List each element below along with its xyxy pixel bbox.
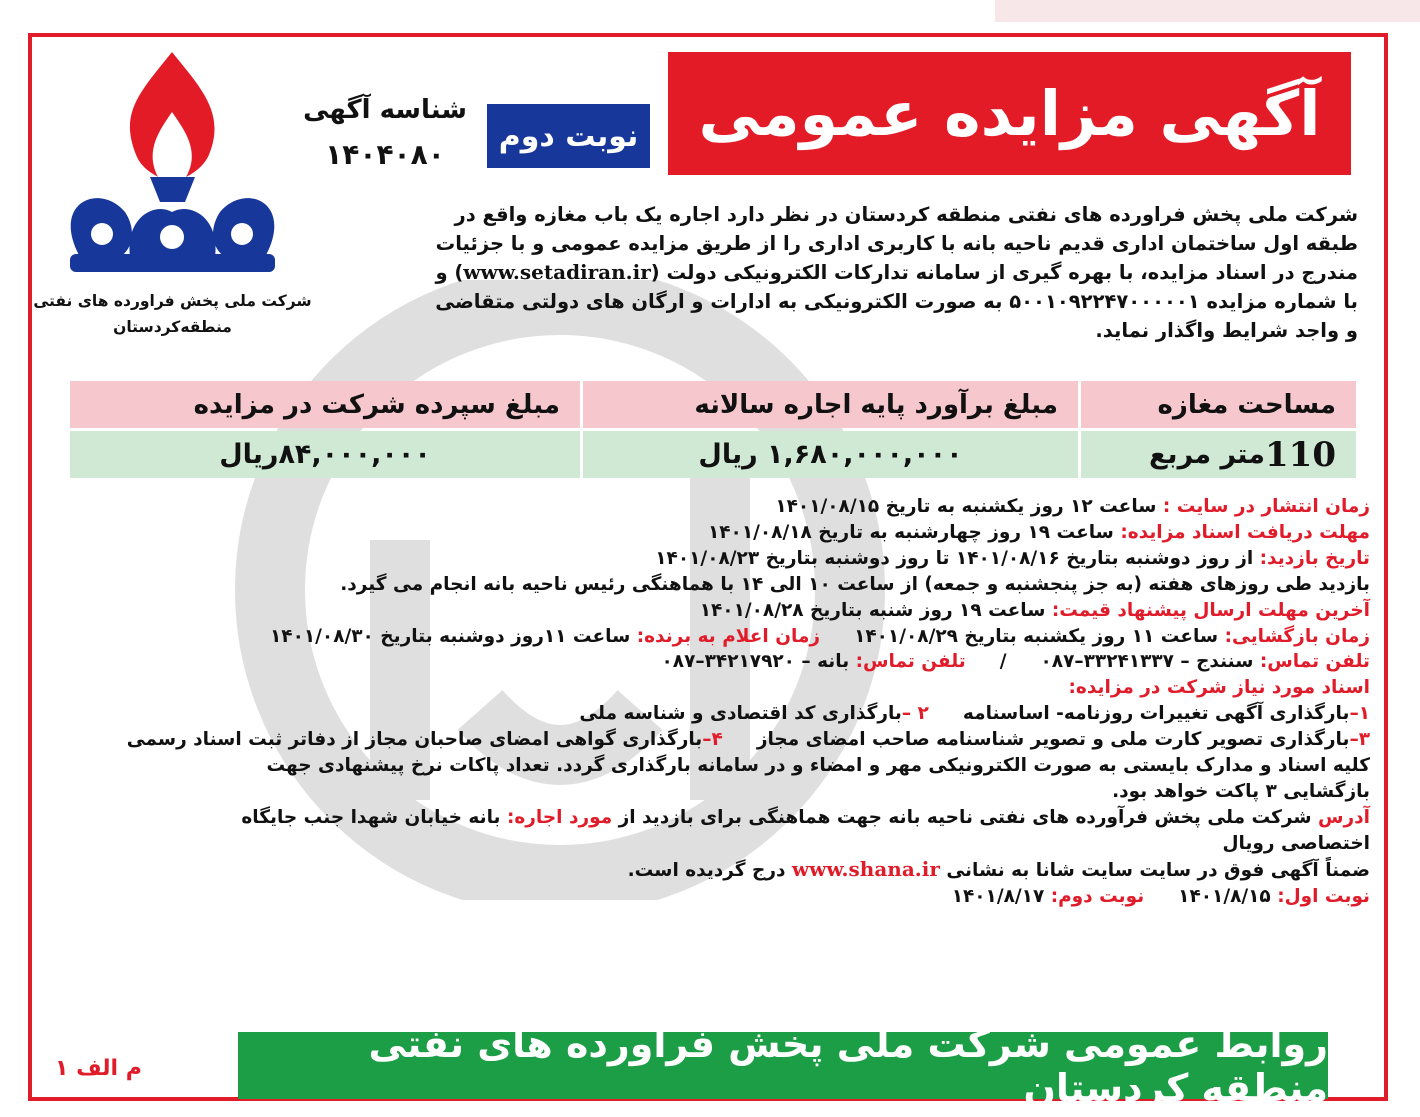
setadiran-link[interactable]: www.setadiran.ir (463, 260, 651, 284)
round1-value: ۱۴۰۱/۸/۱۵ (1178, 885, 1271, 907)
winner-label: زمان اعلام به برنده: (636, 625, 821, 647)
item2-number: ۲ – (901, 703, 929, 725)
address-label: آدرس (1317, 806, 1370, 828)
footer-banner: روابط عمومی شرکت ملی پخش فرآورده های نفتی منطقه کردستان (238, 1032, 1328, 1099)
docs-deadline-label: مهلت دریافت اسناد مزایده: (1120, 521, 1370, 543)
detail-visit-note: بازدید طی روزهای هفته (به جز پنجشنبه و جمعه) از ساعت ۱۰ الی ۱۴ با هماهنگی رئیس ناحیه بانه انجام می گیرد. (340, 573, 1370, 595)
visit-value: از روز دوشنبه بتاریخ ۱۴۰۱/۰۸/۱۶ تا روز دوشنبه بتاریخ ۱۴۰۱/۰۸/۲۳ (655, 547, 1254, 569)
intro-paragraph (318, 200, 1358, 345)
phone-label: تلفن تماس: (1259, 651, 1370, 673)
address-line (40, 805, 1370, 831)
item2-text: بارگذاری کد اقتصادی و شناسه ملی (579, 703, 902, 725)
item4-text: بارگذاری گواهی امضای صاحبان مجاز از دفاتر ثبت اسناد رسمی (126, 729, 703, 751)
item1-number: ۱– (1349, 703, 1370, 725)
round2-value: ۱۴۰۱/۸/۱۷ (951, 885, 1045, 907)
detail-bid-deadline (40, 598, 1370, 624)
docs-items-row1 (40, 701, 1370, 727)
intro-text: ) و (435, 261, 464, 284)
address-text: شرکت ملی پخش فرآورده های نفتی ناحیه بانه جهت هماهنگی برای بازدید از (618, 806, 1312, 828)
phone-value-sanandaj: سنندج – ۳۳۲۴۱۳۳۷–۰۸۷ (1040, 651, 1254, 673)
bid-deadline-label: آخرین مهلت ارسال پیشنهاد قیمت: (1051, 599, 1370, 621)
publish-value: ساعت ۱۲ روز یکشنبه به تاریخ ۱۴۰۱/۰۸/۱۵ (775, 496, 1157, 517)
note-line1: کلیه اسناد و مدارک بایستی به صورت الکترونیکی مهر و امضاء و در سامانه بارگذاری گردد. تعداد پاکات نرخ پیشنهادی جهت (266, 755, 1370, 777)
intro-line: با شماره مزایده ۵۰۰۱۰۹۲۲۴۷۰۰۰۰۰۱ به صورت الکترونیکی به ادارات و ارگان های دولتی متقاضی (435, 290, 1358, 313)
page-title: آگهی مزایده عمومی (668, 52, 1351, 175)
ad-id-value: ۱۴۰۴۰۸۰ (325, 138, 445, 171)
visit-label: تاریخ بازدید: (1259, 547, 1370, 569)
table-row (66, 431, 1356, 478)
details-section (40, 494, 1370, 910)
cell-area (1081, 431, 1356, 478)
item1-text: بارگذاری آگهی تغییرات روزنامه- اساسنامه (962, 703, 1350, 725)
intro-line: شرکت ملی پخش فراورده های نفتی منطقه کردستان در نظر دارد اجاره یک باب مغازه واقع در (454, 203, 1358, 226)
area-unit: متر مربع (1148, 439, 1266, 470)
phone-label-2: تلفن تماس: (855, 651, 966, 673)
opening-value: ساعت ۱۱ روز یکشنبه بتاریخ ۱۴۰۱/۰۸/۲۹ (854, 625, 1219, 647)
logo-caption-line1: شرکت ملی پخش فراورده های نفتی (33, 292, 312, 310)
detail-phone (40, 649, 1370, 675)
intro-line: و واجد شرایط واگذار نماید. (1095, 319, 1358, 342)
item4-number: ۴– (702, 729, 723, 751)
logo-caption-line2: منطقه‌کردستان (113, 318, 232, 336)
top-strip (995, 0, 1420, 22)
detail-visit (40, 546, 1370, 572)
shana-text-2: درج گردیده است. (627, 859, 786, 881)
shana-link[interactable]: www.shana.ir (791, 856, 940, 881)
detail-docs-deadline (40, 520, 1370, 546)
phone-separator: / (999, 651, 1007, 673)
note-line2: بازگشایی ۳ پاکت خواهد بود. (1112, 780, 1370, 802)
publish-label: زمان انتشار در سایت : (1162, 496, 1370, 517)
auction-table (66, 381, 1356, 478)
docs-deadline-value: ساعت ۱۹ روز چهارشنبه به تاریخ ۱۴۰۱/۰۸/۱۸ (707, 521, 1114, 543)
area-number: 110 (1265, 434, 1336, 475)
item3-number: ۳– (1349, 729, 1370, 751)
opening-label: زمان بازگشایی: (1224, 625, 1370, 647)
address-red-label: مورد اجاره: (506, 806, 613, 828)
address-line2: اختصاصی رویال (1222, 832, 1370, 854)
header-base-rent: مبلغ برآورد پایه اجاره سالانه (583, 381, 1078, 428)
logo-caption (30, 288, 315, 340)
ad-id-label: شناسه آگهی (303, 95, 467, 125)
bid-deadline-value: ساعت ۱۹ روز شنبه بتاریخ ۱۴۰۱/۰۸/۲۸ (699, 599, 1046, 621)
header-area: مساحت مغازه (1081, 381, 1356, 428)
intro-line: طبقه اول ساختمان اداری قدیم ناحیه بانه با کاربری اداری را از طریق مزایده عمومی و با جزئیات (435, 232, 1358, 255)
winner-value: ساعت ۱۱روز دوشنبه بتاریخ ۱۴۰۱/۰۸/۳۰ (270, 625, 631, 647)
nioc-flame-logo-icon (40, 42, 305, 282)
round1-label: نوبت اول: (1277, 885, 1370, 907)
round-badge: نوبت دوم (487, 104, 650, 168)
intro-line (318, 258, 1358, 287)
ad-code: م الف ۱ (55, 1056, 142, 1081)
item3-text: بارگذاری تصویر کارت ملی و تصویر شناسنامه صاحب امضای مجاز (756, 729, 1350, 751)
table-header-row (66, 381, 1356, 428)
address-text-2: بانه خیابان شهدا جنب جایگاه (241, 806, 501, 828)
detail-opening (40, 624, 1370, 650)
round2-label: نوبت دوم: (1050, 885, 1145, 907)
intro-text: مندرج در اسناد مزایده، با بهره گیری از سامانه تدارکات الکترونیکی دولت ( (650, 261, 1358, 284)
detail-publish (40, 494, 1370, 520)
docs-required-label: اسناد مورد نیاز شرکت در مزایده: (1068, 677, 1370, 699)
cell-base-rent: ۱,۶۸۰,۰۰۰,۰۰۰ ریال (583, 431, 1078, 478)
header-deposit: مبلغ سپرده شرکت در مزایده (70, 381, 580, 428)
shana-text: ضمناً آگهی فوق در سایت سایت شانا به نشانی (946, 859, 1370, 881)
round-dates (40, 884, 1370, 910)
docs-items-row2 (40, 727, 1370, 753)
cell-deposit: ۸۴,۰۰۰,۰۰۰ریال (70, 431, 580, 478)
shana-line (40, 857, 1370, 884)
phone-value-baneh: بانه – ۳۴۲۱۷۹۲۰–۰۸۷ (661, 651, 850, 673)
